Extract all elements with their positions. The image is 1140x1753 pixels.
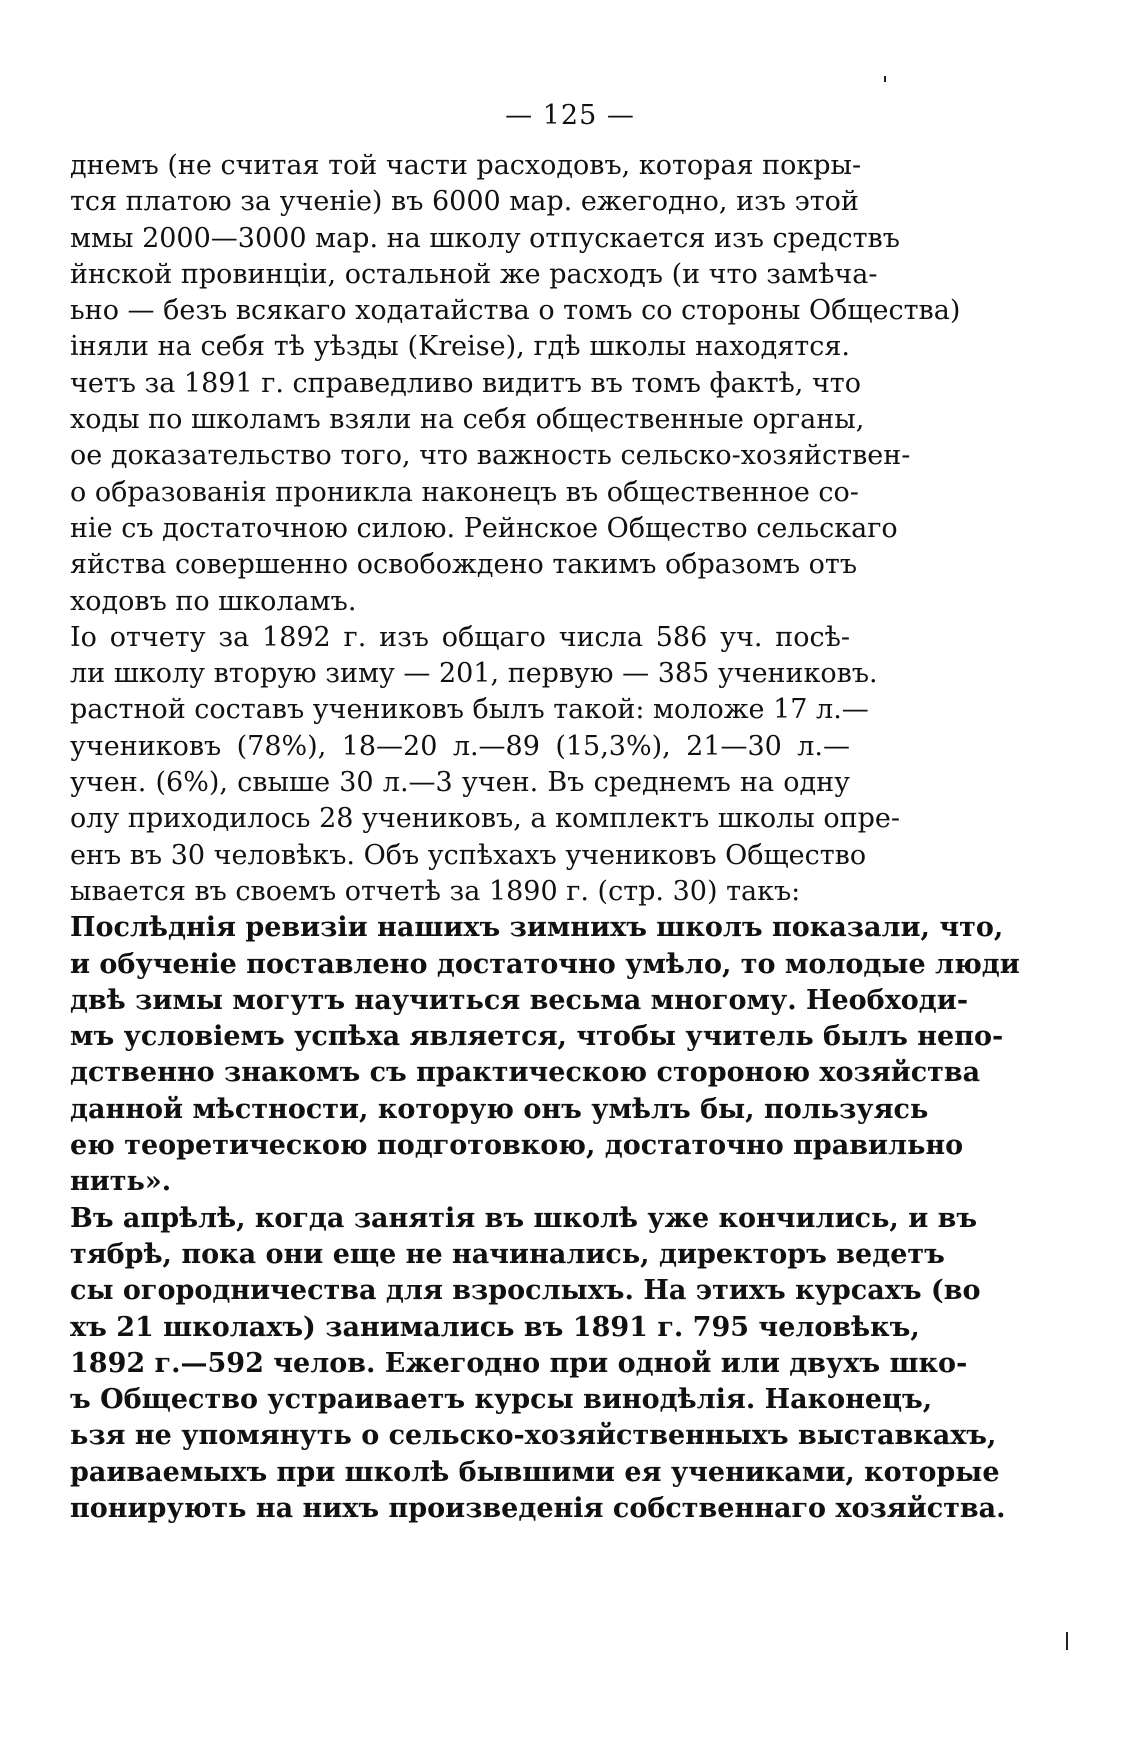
text-line: олу приходилось 28 учениковъ, а комплектъ школы опре- xyxy=(70,803,900,835)
text-line: йнской провинціи, остальной же расходъ (и что замѣча- xyxy=(70,258,878,290)
text-line: хъ 21 школахъ) занимались въ 1891 г. 795 человѣкъ, xyxy=(70,1311,920,1343)
text-line: яйства совершенно освобождено такимъ образомъ отъ xyxy=(70,549,858,581)
text-line: ъ Общество устраиваетъ курсы винодѣлія. Наконецъ, xyxy=(70,1384,933,1416)
text-line: ніе съ достаточною силою. Рейнское Общество сельскаго xyxy=(70,512,898,544)
text-line: учениковъ (78%), 18—20 л.—89 (15,3%), 21—30 л.— xyxy=(70,730,850,762)
quote-line: двѣ зимы могутъ научиться весьма многому. Необходи- xyxy=(70,984,969,1016)
text-line: ывается въ своемъ отчетѣ за 1890 г. (стр. 30) такъ: xyxy=(70,875,801,907)
text-line: сы огородничества для взрослыхъ. На этихъ курсахъ (во xyxy=(70,1275,981,1307)
text-line: ое доказательство того, что важность сельско-хозяйствен- xyxy=(70,440,911,472)
quote-line: и обученіе поставлено достаточно умѣло, то молодые люди xyxy=(70,948,1020,980)
text-line: ходовъ по школамъ. xyxy=(70,585,357,617)
text-line: днемъ (не считая той части расходовъ, которая покры- xyxy=(70,150,862,181)
text-line: Іо отчету за 1892 г. изъ общаго числа 586 уч. посѣ- xyxy=(70,621,850,653)
text-line: енъ въ 30 человѣкъ. Объ успѣхахъ учениковъ Общество xyxy=(70,839,867,871)
text-line: іняли на себя тѣ уѣзды (Kreise), гдѣ школы находятся. xyxy=(70,331,850,363)
text-line: ли школу вторую зиму — 201, первую — 385 учениковъ. xyxy=(70,658,878,690)
quote-line: мъ условіемъ успѣха является, чтобы учитель былъ непо- xyxy=(70,1021,1004,1053)
text-line: раиваемыхъ при школѣ бывшими ея учениками, которые xyxy=(70,1456,1000,1488)
quote-line: Послѣднія ревизіи нашихъ зимнихъ школъ показали, что, xyxy=(70,912,1004,944)
page-number: — 125 — xyxy=(505,100,635,131)
text-line: понирують на нихъ произведенія собственнаго хозяйства. xyxy=(70,1492,1006,1524)
text-line: о образованія проникла наконецъ въ общественное со- xyxy=(70,476,859,508)
quote-line: нить». xyxy=(70,1166,172,1198)
quote-line: ею теоретическою подготовкою, достаточно правильно xyxy=(70,1130,964,1162)
page-text-block xyxy=(70,148,1020,1527)
text-line: ммы 2000—3000 мар. на школу отпускается изъ средствъ xyxy=(70,222,900,254)
text-line: четъ за 1891 г. справедливо видитъ въ томъ фактѣ, что xyxy=(70,367,861,399)
text-line: тябрѣ, пока они еще не начинались, директоръ ведетъ xyxy=(70,1238,945,1270)
scan-mark xyxy=(1066,1632,1068,1650)
quote-line: данной мѣстности, которую онъ умѣлъ бы, пользуясь xyxy=(70,1093,929,1125)
text-line: 1892 г.—592 челов. Ежегодно при одной или двухъ шко- xyxy=(70,1347,968,1379)
scan-mark xyxy=(884,76,886,82)
text-line: ьно — безъ всякаго ходатайства о томъ со стороны Общества) xyxy=(70,295,961,327)
text-line: растной составъ учениковъ былъ такой: моложе 17 л.— xyxy=(70,694,869,726)
text-line: ходы по школамъ взяли на себя общественные органы, xyxy=(70,404,865,436)
quote-line: дственно знакомъ съ практическою стороною хозяйства xyxy=(70,1057,981,1089)
text-line: учен. (6%), свыше 30 л.—3 учен. Въ среднемъ на одну xyxy=(70,767,850,799)
text-line: ьзя не упомянуть о сельско-хозяйственныхъ выставкахъ, xyxy=(70,1420,997,1452)
text-line: Въ апрѣлѣ, когда занятія въ школѣ уже кончились, и въ xyxy=(70,1202,978,1234)
text-line: тся платою за ученіе) въ 6000 мар. ежегодно, изъ этой xyxy=(70,186,859,218)
